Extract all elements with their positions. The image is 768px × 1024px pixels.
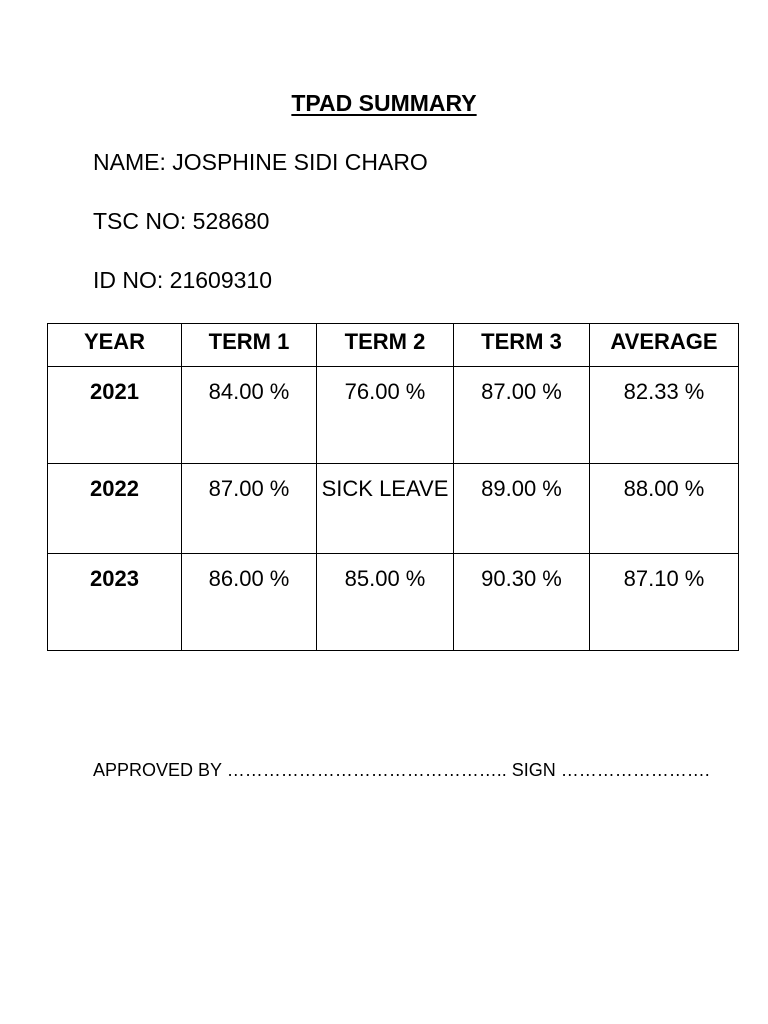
cell-term-3: 87.00 % (454, 367, 590, 464)
cell-term-3: 89.00 % (454, 464, 590, 554)
id-number: ID NO: 21609310 (93, 267, 273, 293)
cell-year: 2023 (48, 554, 182, 651)
header-term-2: TERM 2 (317, 324, 454, 367)
header-term-3: TERM 3 (454, 324, 590, 367)
cell-term-2: 85.00 % (317, 554, 454, 651)
cell-term-1: 86.00 % (182, 554, 317, 651)
tsc-number: TSC NO: 528680 (93, 208, 270, 234)
cell-term-1: 87.00 % (182, 464, 317, 554)
cell-average: 87.10 % (590, 554, 739, 651)
cell-term-2: SICK LEAVE (317, 464, 454, 554)
cell-year: 2021 (48, 367, 182, 464)
cell-term-2: 76.00 % (317, 367, 454, 464)
table-row (48, 554, 739, 651)
tpad-summary-table (47, 323, 739, 651)
teacher-name: NAME: JOSPHINE SIDI CHARO (93, 149, 428, 175)
document-title: TPAD SUMMARY (291, 90, 477, 116)
header-average: AVERAGE (590, 324, 739, 367)
table-row (48, 464, 739, 554)
cell-average: 82.33 % (590, 367, 739, 464)
cell-term-3: 90.30 % (454, 554, 590, 651)
table-header-row (48, 324, 739, 367)
cell-average: 88.00 % (590, 464, 739, 554)
approval-line: APPROVED BY ……………………………………….. SIGN ……………………. (93, 760, 710, 780)
cell-term-1: 84.00 % (182, 367, 317, 464)
header-year: YEAR (48, 324, 182, 367)
table-row (48, 367, 739, 464)
header-term-1: TERM 1 (182, 324, 317, 367)
cell-year: 2022 (48, 464, 182, 554)
